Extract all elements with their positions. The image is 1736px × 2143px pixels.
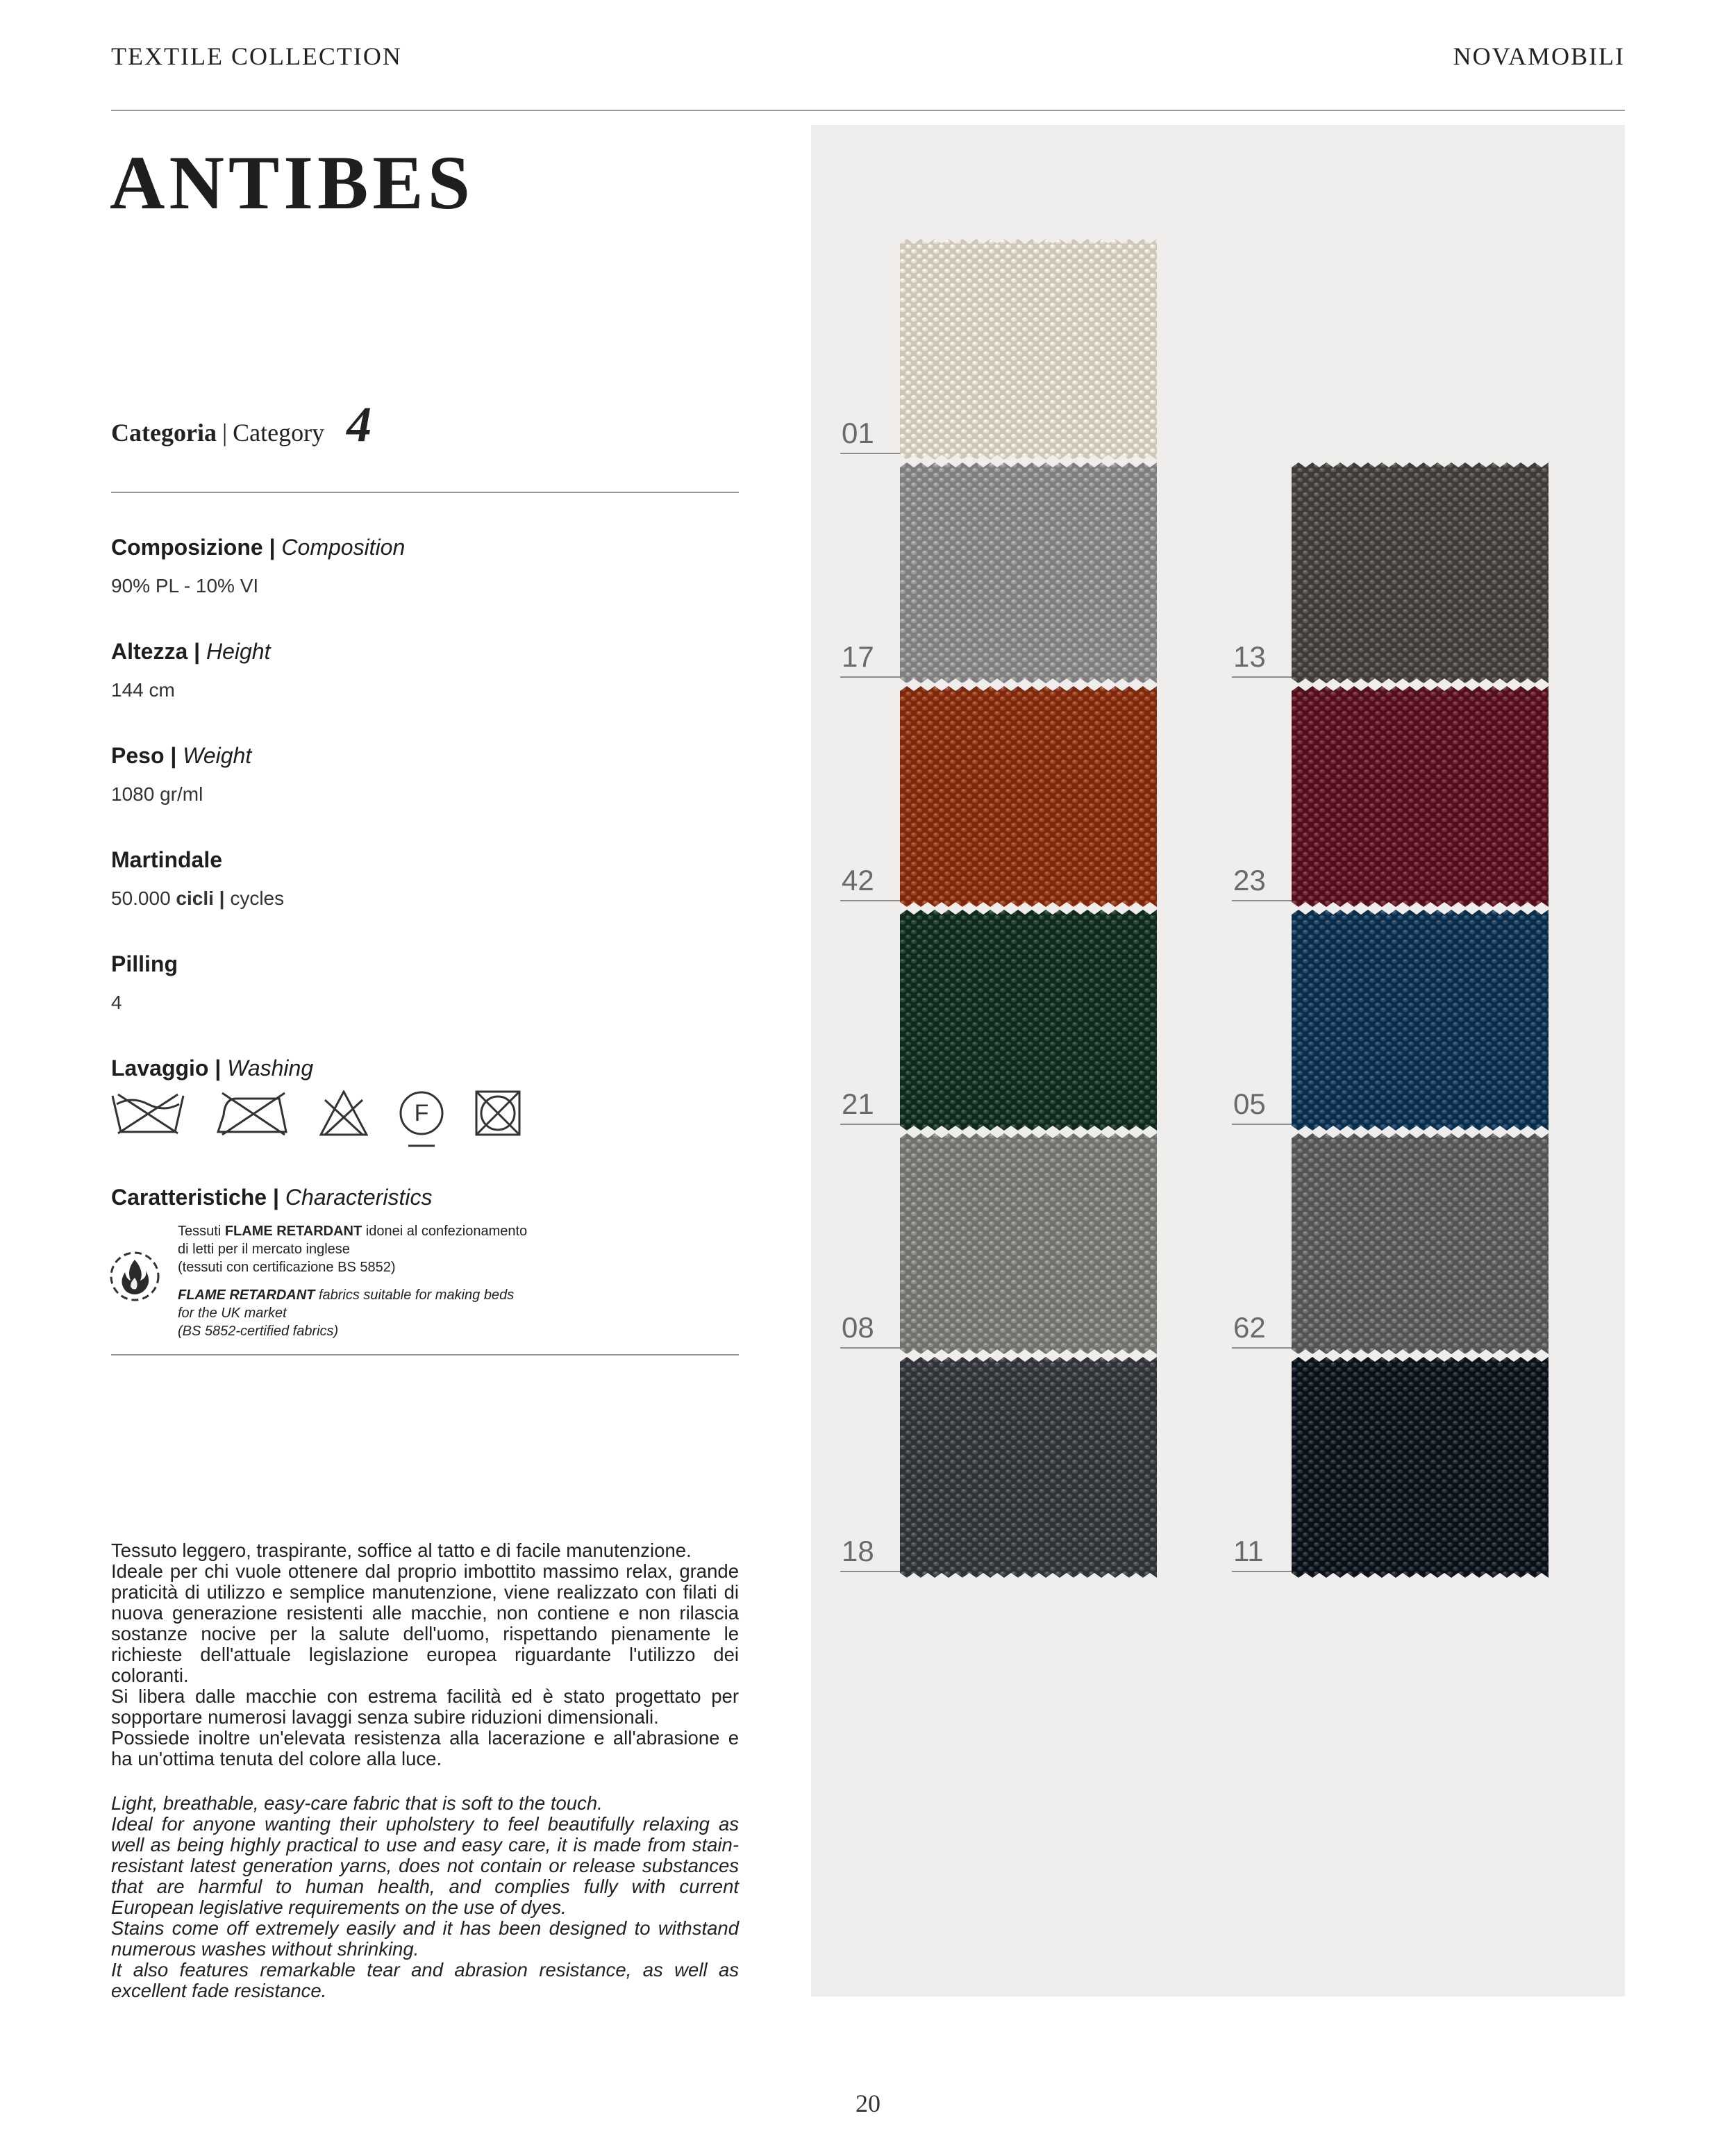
swatch-code-08: 08 xyxy=(842,1311,874,1344)
swatch-code-underline xyxy=(840,453,900,454)
swatch-code-17: 17 xyxy=(842,640,874,673)
martindale-value xyxy=(111,887,284,910)
header-collection-label: TEXTILE COLLECTION xyxy=(111,42,402,70)
characteristics-label-en: Characteristics xyxy=(285,1185,433,1210)
characteristics-text-en xyxy=(178,1286,514,1340)
swatch-code-underline xyxy=(1232,1124,1292,1125)
swatch-code-11: 11 xyxy=(1233,1535,1264,1567)
fabric-swatch-08[interactable] xyxy=(900,1133,1157,1354)
weight-label xyxy=(111,743,251,769)
page-number: 20 xyxy=(856,2090,880,2117)
swatch-code-underline xyxy=(1232,1347,1292,1349)
char-it-bold: FLAME RETARDANT xyxy=(224,1224,362,1239)
composition-label-en: Composition xyxy=(281,535,406,560)
composition-label xyxy=(111,535,405,560)
swatch-code-21: 21 xyxy=(842,1087,874,1120)
swatch-code-05: 05 xyxy=(1233,1087,1266,1120)
weight-value: 1080 gr/ml xyxy=(111,783,203,805)
swatch-code-01: 01 xyxy=(842,417,874,449)
desc-en-p4: It also features remarkable tear and abrasion resistance, as well as excellent fade resistance. xyxy=(111,1959,739,2001)
char-en-post: fabrics suitable for making beds xyxy=(318,1287,515,1303)
fabric-swatch-21[interactable] xyxy=(900,910,1157,1131)
flame-retardant-icon xyxy=(108,1250,161,1306)
weight-label-en: Weight xyxy=(183,743,252,768)
category-row xyxy=(111,396,372,453)
desc-it-p2: Ideale per chi vuole ottenere dal proprio imbottito massimo relax, grande praticità di utilizzo e semplice manutenzione, viene realizzato con filati di nuova generazione resistenti alle macchie, non contiene e non rilascia sostanze nocive per la salute dell'uomo, rispettando pienamente le richieste dell'attuale legislazione europea riguardante l'utilizzo dei coloranti. xyxy=(111,1560,739,1686)
swatch-code-42: 42 xyxy=(842,864,874,897)
no-bleach-icon xyxy=(319,1090,368,1149)
composition-value: 90% PL - 10% VI xyxy=(111,575,259,597)
characteristics-label xyxy=(111,1185,432,1210)
swatch-code-underline xyxy=(840,1571,900,1572)
fabric-swatch-05[interactable] xyxy=(1292,910,1549,1131)
martindale-unit-en: cycles xyxy=(230,887,285,909)
fabric-swatch-62[interactable] xyxy=(1292,1133,1549,1354)
char-it-line3: (tessuti con certificazione BS 5852) xyxy=(178,1260,396,1275)
desc-it-p4: Possiede inoltre un'elevata resistenza alla lacerazione e all'abrasione e ha un'ottima tenuta del colore alla luce. xyxy=(111,1727,739,1769)
fabric-swatch-01[interactable] xyxy=(900,239,1157,460)
height-label xyxy=(111,639,270,665)
fabric-title: ANTIBES xyxy=(110,140,474,225)
washing-label-it: Lavaggio | xyxy=(111,1056,222,1081)
char-it-post: idonei al confezionamento xyxy=(365,1224,528,1239)
martindale-unit-it: cicli | xyxy=(176,887,225,909)
swatch-code-underline xyxy=(840,1347,900,1349)
fabric-swatch-42[interactable] xyxy=(900,686,1157,907)
height-label-it: Altezza | xyxy=(111,639,201,664)
fabric-swatch-13[interactable] xyxy=(1292,462,1549,683)
category-separator: | xyxy=(222,419,228,447)
desc-it-p1: Tessuto leggero, traspirante, soffice al tatto e di facile manutenzione. xyxy=(111,1540,692,1561)
swatch-code-23: 23 xyxy=(1233,864,1266,897)
category-label-en: Category xyxy=(233,419,325,447)
char-en-line3: (BS 5852-certified fabrics) xyxy=(178,1324,339,1339)
washing-symbols xyxy=(111,1090,521,1149)
swatch-code-18: 18 xyxy=(842,1535,874,1567)
category-value: 4 xyxy=(347,397,372,452)
height-label-en: Height xyxy=(206,639,271,664)
desc-en-p2: Ideal for anyone wanting their upholstery to feel beautifully relaxing as well as being highly practical to use and easy care, it is made from stain-resistant latest generation yarns, does not contain or release substances that are harmful to human health, and complies fully with current European legislative requirements on the use of dyes. xyxy=(111,1813,739,1918)
description-italian xyxy=(111,1540,739,1769)
desc-it-p3: Si libera dalle macchie con estrema facilità ed è stato progettato per sopportare numerosi lavaggi senza subire riduzioni dimensionali. xyxy=(111,1685,739,1728)
no-tumble-dry-icon xyxy=(475,1090,521,1149)
char-en-bold: FLAME RETARDANT xyxy=(178,1287,315,1303)
swatch-code-62: 62 xyxy=(1233,1311,1266,1344)
char-it-line2: di letti per il mercato inglese xyxy=(178,1242,350,1257)
characteristics-text-it xyxy=(178,1222,527,1276)
swatch-code-underline xyxy=(840,900,900,901)
header-divider xyxy=(111,110,1625,111)
weight-label-it: Peso | xyxy=(111,743,177,768)
washing-label-en: Washing xyxy=(227,1056,314,1081)
swatch-code-underline xyxy=(840,676,900,678)
swatch-code-underline xyxy=(1232,676,1292,678)
swatch-code-13: 13 xyxy=(1233,640,1266,673)
header-brand: NOVAMOBILI xyxy=(1453,42,1625,70)
swatch-code-underline xyxy=(840,1124,900,1125)
fabric-swatch-18[interactable] xyxy=(900,1357,1157,1578)
swatch-code-underline xyxy=(1232,1571,1292,1572)
fabric-swatch-23[interactable] xyxy=(1292,686,1549,907)
fabric-swatch-11[interactable] xyxy=(1292,1357,1549,1578)
characteristics-divider xyxy=(111,1354,739,1356)
desc-en-p3: Stains come off extremely easily and it has been designed to withstand numerous washes without shrinking. xyxy=(111,1917,739,1960)
category-divider xyxy=(111,492,739,493)
martindale-number: 50.000 xyxy=(111,887,171,909)
char-en-line2: for the UK market xyxy=(178,1306,287,1321)
no-iron-icon xyxy=(215,1090,289,1149)
dry-clean-letter: F xyxy=(414,1100,429,1126)
dry-clean-f-icon xyxy=(399,1090,444,1149)
no-wash-icon xyxy=(111,1090,185,1149)
characteristics-label-it: Caratteristiche | xyxy=(111,1185,279,1210)
pilling-value: 4 xyxy=(111,992,122,1013)
pilling-label: Pilling xyxy=(111,951,178,976)
martindale-label: Martindale xyxy=(111,847,223,872)
composition-label-it: Composizione | xyxy=(111,535,276,560)
washing-label xyxy=(111,1056,313,1081)
fabric-swatch-17[interactable] xyxy=(900,462,1157,683)
category-label-it: Categoria xyxy=(111,419,217,447)
height-value: 144 cm xyxy=(111,679,175,701)
description-english xyxy=(111,1793,739,2001)
desc-en-p1: Light, breathable, easy-care fabric that is soft to the touch. xyxy=(111,1792,603,1814)
swatch-code-underline xyxy=(1232,900,1292,901)
char-it-pre: Tessuti xyxy=(178,1224,222,1239)
